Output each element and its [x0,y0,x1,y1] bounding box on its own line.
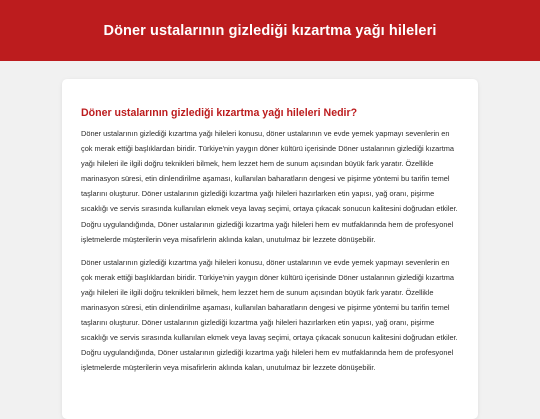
site-header [0,0,540,61]
article-heading: Döner ustalarının gizlediği kızartma yağı hileleri Nedir? [81,107,358,119]
article-paragraph-2: Döner ustalarının gizlediği kızartma yağı hileleri konusu, döner ustalarının ve evde yemek yapmayı sevenlerin en çok merak ettiği başlıklardan biridir. Türkiye'nin yaygın döner kültürü içerisinde Döner ustalarının gizlediği kızartma yağı hileleri ile ilgili doğru teknikleri bilmek, hem lezzet hem de sunum açısından büyük fark yaratır. Özellikle marinasyon süresi, etin dinlendirilme aşaması, kullanılan baharatların dengesi ve pişirme yöntemi bu tarifin temel taşlarını oluşturur. Döner ustalarının gizlediği kızartma yağı hileleri hazırlarken etin yapısı, yağ oranı, pişirme sıcaklığı ve servis sırasında kullanılan ekmek veya lavaş seçimi, ortaya çıkacak sonucun kalitesini doğrudan etkiler. Doğru uygulandığında, Döner ustalarının gizlediği kızartma yağı hileleri hem ev mutfaklarında hem de profesyonel işletmelerde müşterilerin veya misafirlerin aklında kalan, unutulmaz bir lezzete dönüşebilir. [81,257,458,373]
article-card [62,79,478,419]
page-title: Döner ustalarının gizlediği kızartma yağı hileleri [103,22,437,39]
article-paragraph-1: Döner ustalarının gizlediği kızartma yağı hileleri konusu, döner ustalarının ve evde yemek yapmayı sevenlerin en çok merak ettiği başlıklardan biridir. Türkiye'nin yaygın döner kültürü içerisinde Döner ustalarının gizlediği kızartma yağı hileleri ile ilgili doğru teknikleri bilmek, hem lezzet hem de sunum açısından büyük fark yaratır. Özellikle marinasyon süresi, etin dinlendirilme aşaması, kullanılan baharatların dengesi ve pişirme yöntemi bu tarifin temel taşlarını oluşturur. Döner ustalarının gizlediği kızartma yağı hileleri hazırlarken etin yapısı, yağ oranı, pişirme sıcaklığı ve servis sırasında kullanılan ekmek veya lavaş seçimi, ortaya çıkacak sonucun kalitesini doğrudan etkiler. Doğru uygulandığında, Döner ustalarının gizlediği kızartma yağı hileleri hem ev mutfaklarında hem de profesyonel işletmelerde müşterilerin veya misafirlerin aklında kalan, unutulmaz bir lezzete dönüşebilir. [81,129,458,244]
